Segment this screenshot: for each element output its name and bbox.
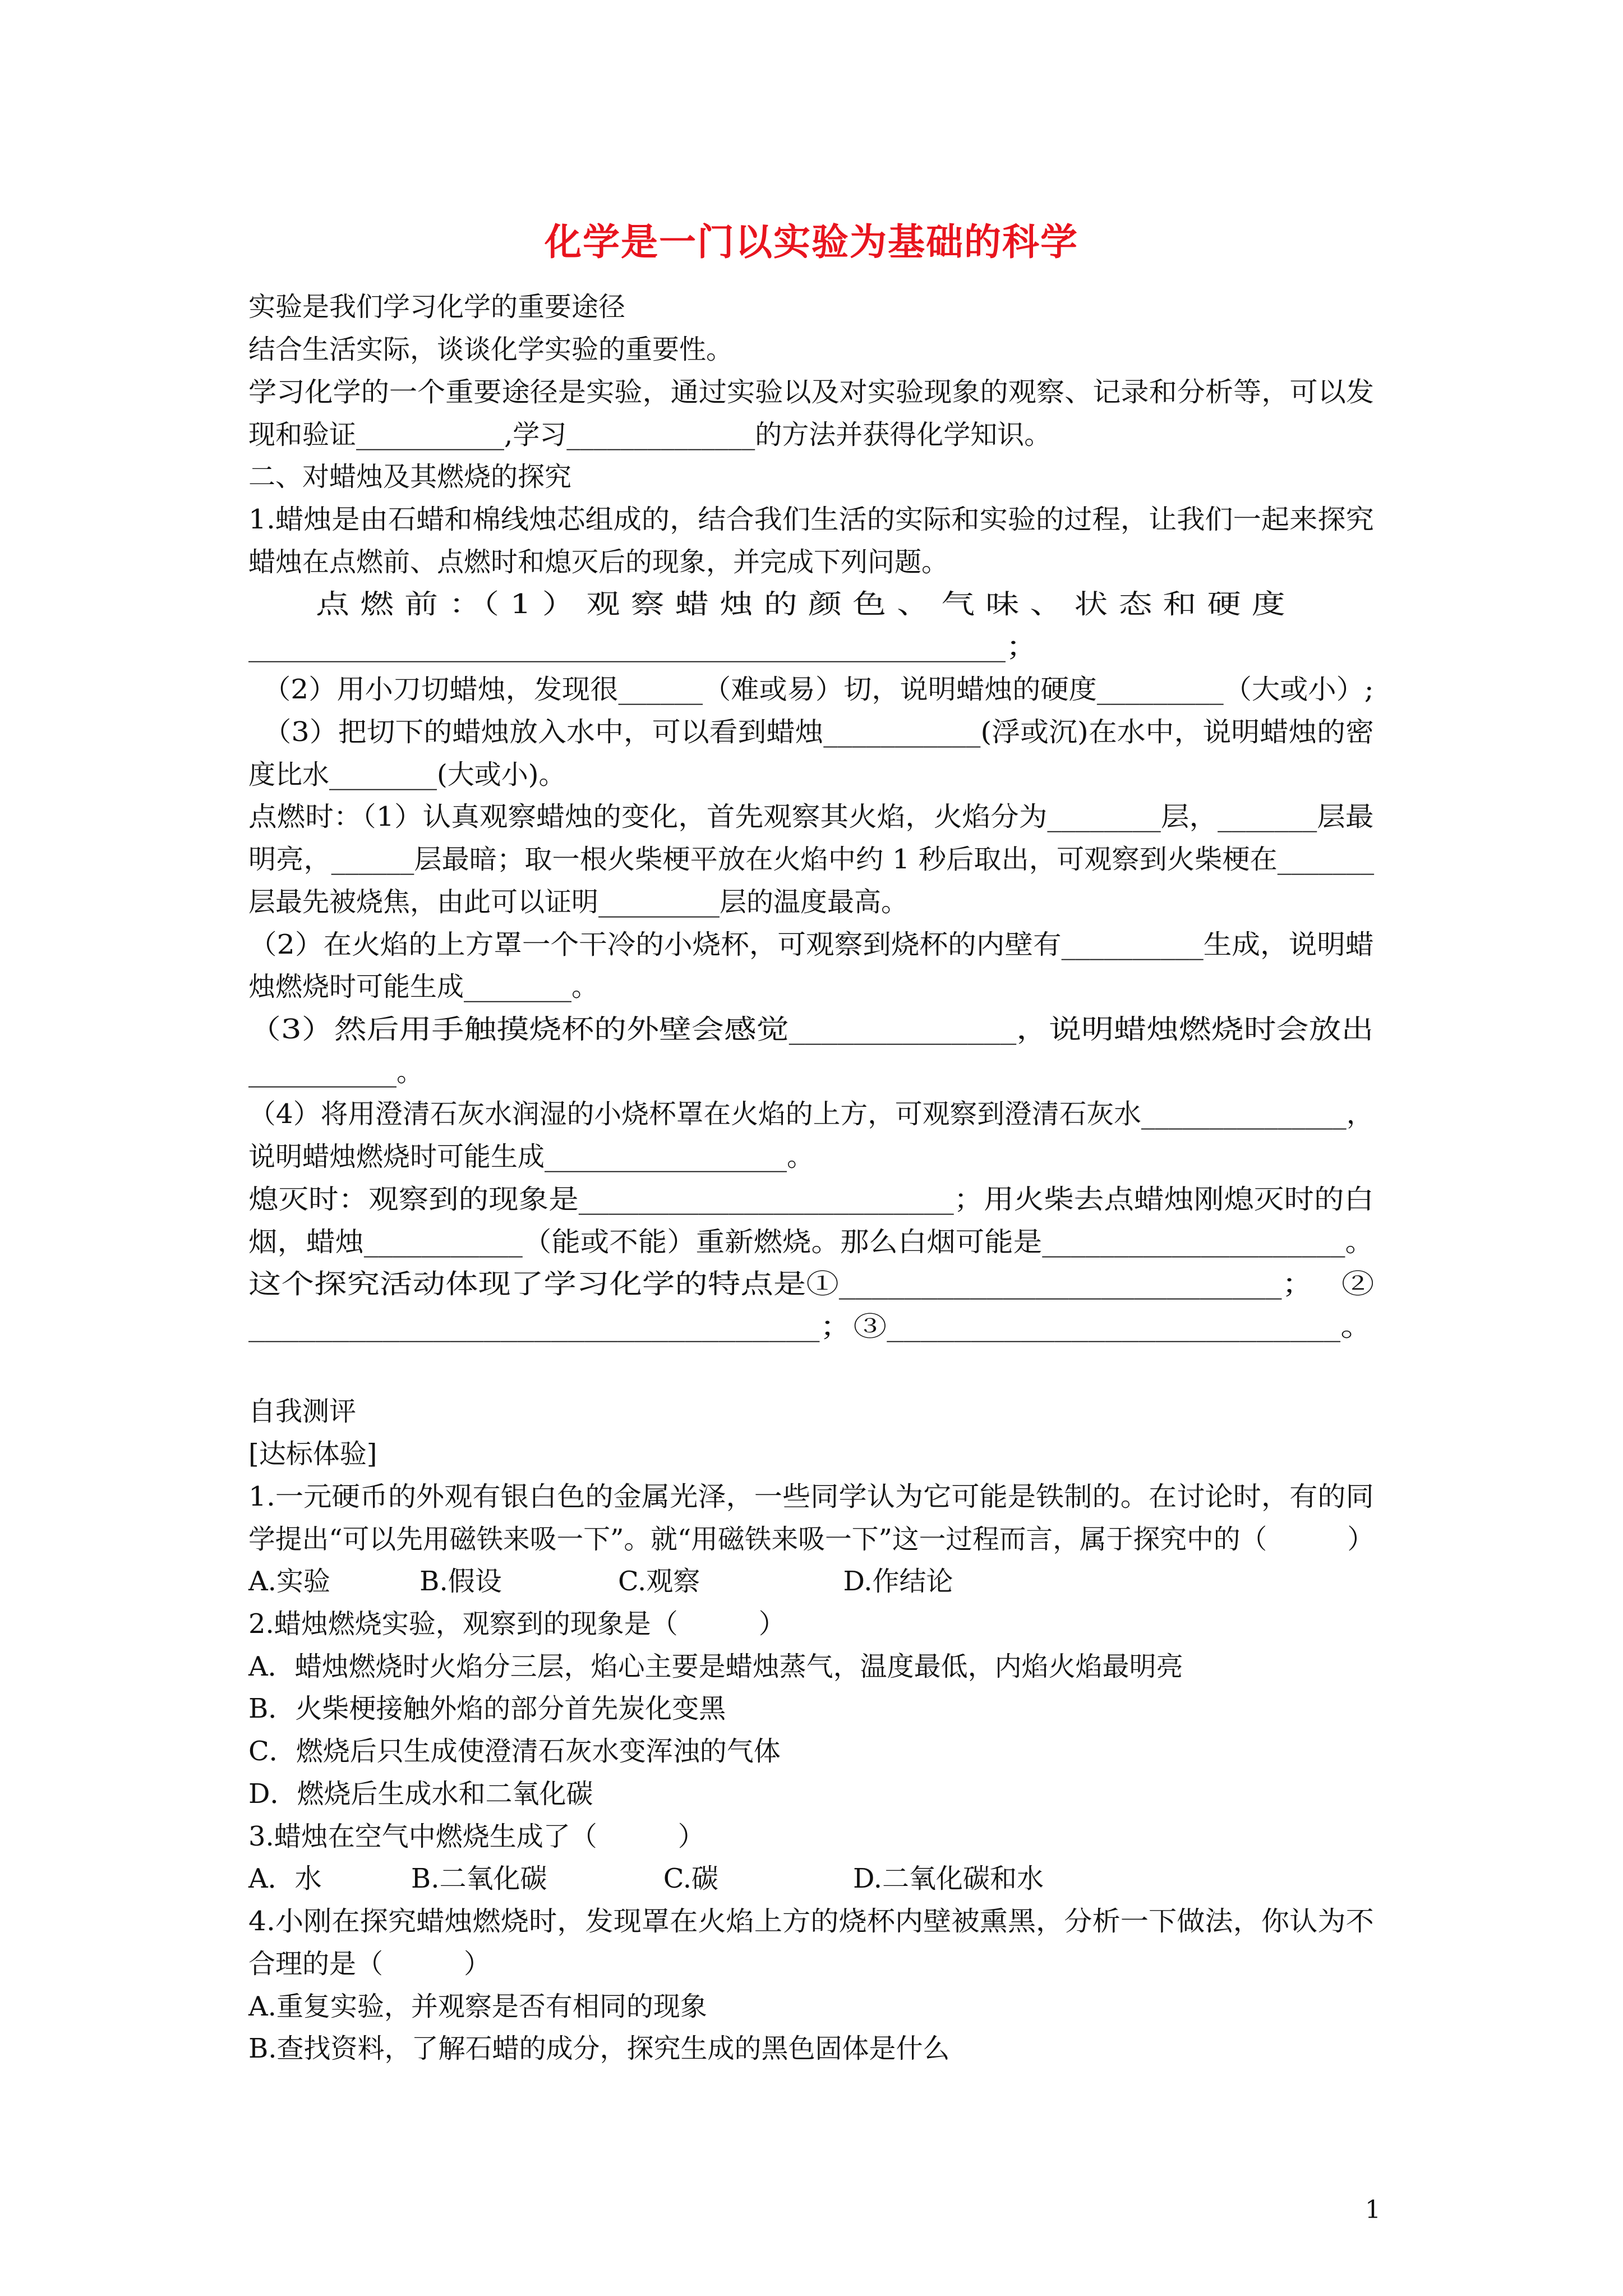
text-line: _____________________________________________； bbox=[248, 631, 1040, 662]
text-line: 现和验证___________,学习______________的方法并获得化学知识。 bbox=[248, 419, 1052, 450]
text-line: 熄灭时：观察到的现象是_________________________；用火柴去点蜡烛刚熄灭时的白 bbox=[248, 1184, 1375, 1215]
page-title: 化学是一门以实验为基础的科学 bbox=[545, 220, 1078, 264]
text-line: （3）然后用手触摸烧杯的外壁会感觉______________，说明蜡烛燃烧时会放出 bbox=[248, 1014, 1374, 1045]
text-line: ___________。 bbox=[248, 1056, 424, 1088]
text-line: A．蜡烛燃烧时火焰分三层，焰心主要是蜡烛蒸气，温度最低，内焰火焰最明亮 bbox=[248, 1651, 1183, 1682]
text-line: （3）把切下的蜡烛放入水中，可以看到蜡烛___________(浮或沉)在水中，说明蜡烛的密 bbox=[248, 716, 1374, 748]
text-line: 明亮，______层最暗；取一根火柴梗平放在火焰中约 1 秒后取出，可观察到火柴梗在_______ bbox=[248, 844, 1375, 875]
text-line: B.查找资料，了解石蜡的成分，探究生成的黑色固体是什么 bbox=[248, 2033, 950, 2064]
text-line: （4）将用澄清石灰水润湿的小烧杯罩在火焰的上方，可观察到澄清石灰水_______________， bbox=[248, 1098, 1374, 1130]
text-line: 结合生活实际，谈谈化学实验的重要性。 bbox=[248, 334, 734, 365]
text-line: 烟，蜡烛___________（能或不能）重新燃烧。那么白烟可能是_____________________。 bbox=[248, 1226, 1375, 1258]
text-line: 学提出“可以先用磁铁来吸一下”。就“用磁铁来吸一下”这一过程而言，属于探究中的（ ） bbox=[248, 1524, 1375, 1555]
text-line: 合理的是（ ） bbox=[248, 1948, 491, 1980]
text-line: 烛燃烧时可能生成________。 bbox=[248, 971, 599, 1002]
text-line: D．燃烧后生成水和二氧化碳 bbox=[248, 1778, 593, 1810]
text-line: 说明蜡烛燃烧时可能生成__________________。 bbox=[248, 1141, 814, 1172]
text-line: 二、对蜡烛及其燃烧的探究 bbox=[248, 461, 572, 493]
text-line: 这个探究活动体现了学习化学的特点是①___________________________； ② bbox=[248, 1268, 1375, 1300]
text-line: 4.小刚在探究蜡烛燃烧时，发现罩在火焰上方的烧杯内壁被熏黑，分析一下做法，你认为不 bbox=[248, 1906, 1374, 1937]
text-line: （2）在火焰的上方罩一个干冷的小烧杯，可观察到烧杯的内壁有__________生成，说明蜡 bbox=[248, 929, 1374, 960]
text-line: 点燃时：（1）认真观察蜡烛的变化，首先观察其火焰，火焰分为________层，_______层最 bbox=[248, 801, 1374, 832]
text-line: 3.蜡烛在空气中燃烧生成了（ ） bbox=[248, 1821, 705, 1852]
text-line: 1.一元硬币的外观有银白色的金属光泽，一些同学认为它可能是铁制的。在讨论时，有的同 bbox=[248, 1481, 1374, 1512]
text-line: A．水 B.二氧化碳 C.碳 D.二氧化碳和水 bbox=[248, 1863, 1044, 1894]
text-line: A.实验 B.假设 C.观察 D.作结论 bbox=[248, 1566, 953, 1597]
text-line: 层最先被烧焦，由此可以证明_________层的温度最高。 bbox=[248, 886, 909, 918]
text-line: 学习化学的一个重要途径是实验，通过实验以及对实验现象的观察、记录和分析等，可以发 bbox=[248, 376, 1375, 408]
text-line: __________________________________；③___________________________。 bbox=[248, 1311, 1375, 1342]
text-line: 1.蜡烛是由石蜡和棉线烛芯组成的，结合我们生活的实际和实验的过程，让我们一起来探究 bbox=[248, 504, 1374, 535]
text-line: 点 燃 前 ：（ 1 ） 观 察 蜡 烛 的 颜 色 、 气 味 、 状 态 和 硬 度 bbox=[248, 588, 1285, 620]
text-line: 2.蜡烛燃烧实验，观察到的现象是（ ） bbox=[248, 1608, 786, 1640]
text-line: A.重复实验，并观察是否有相同的现象 bbox=[248, 1991, 707, 2022]
text-line: 实验是我们学习化学的重要途径 bbox=[248, 291, 626, 323]
page-number: 1 bbox=[1365, 2196, 1381, 2224]
text-line: C．燃烧后只生成使澄清石灰水变浑浊的气体 bbox=[248, 1736, 781, 1767]
text-line: 自我测评 bbox=[248, 1396, 357, 1427]
text-line: 度比水________(大或小)。 bbox=[248, 759, 566, 790]
text-line: [达标体验] bbox=[248, 1438, 377, 1470]
text-line: （2）用小刀切蜡烛，发现很______（难或易）切，说明蜡烛的硬度_________（大或小）; bbox=[248, 674, 1374, 705]
text-line: B．火柴梗接触外焰的部分首先炭化变黑 bbox=[248, 1693, 726, 1724]
text-line: 蜡烛在点燃前、点燃时和熄灭后的现象，并完成下列问题。 bbox=[248, 546, 949, 578]
